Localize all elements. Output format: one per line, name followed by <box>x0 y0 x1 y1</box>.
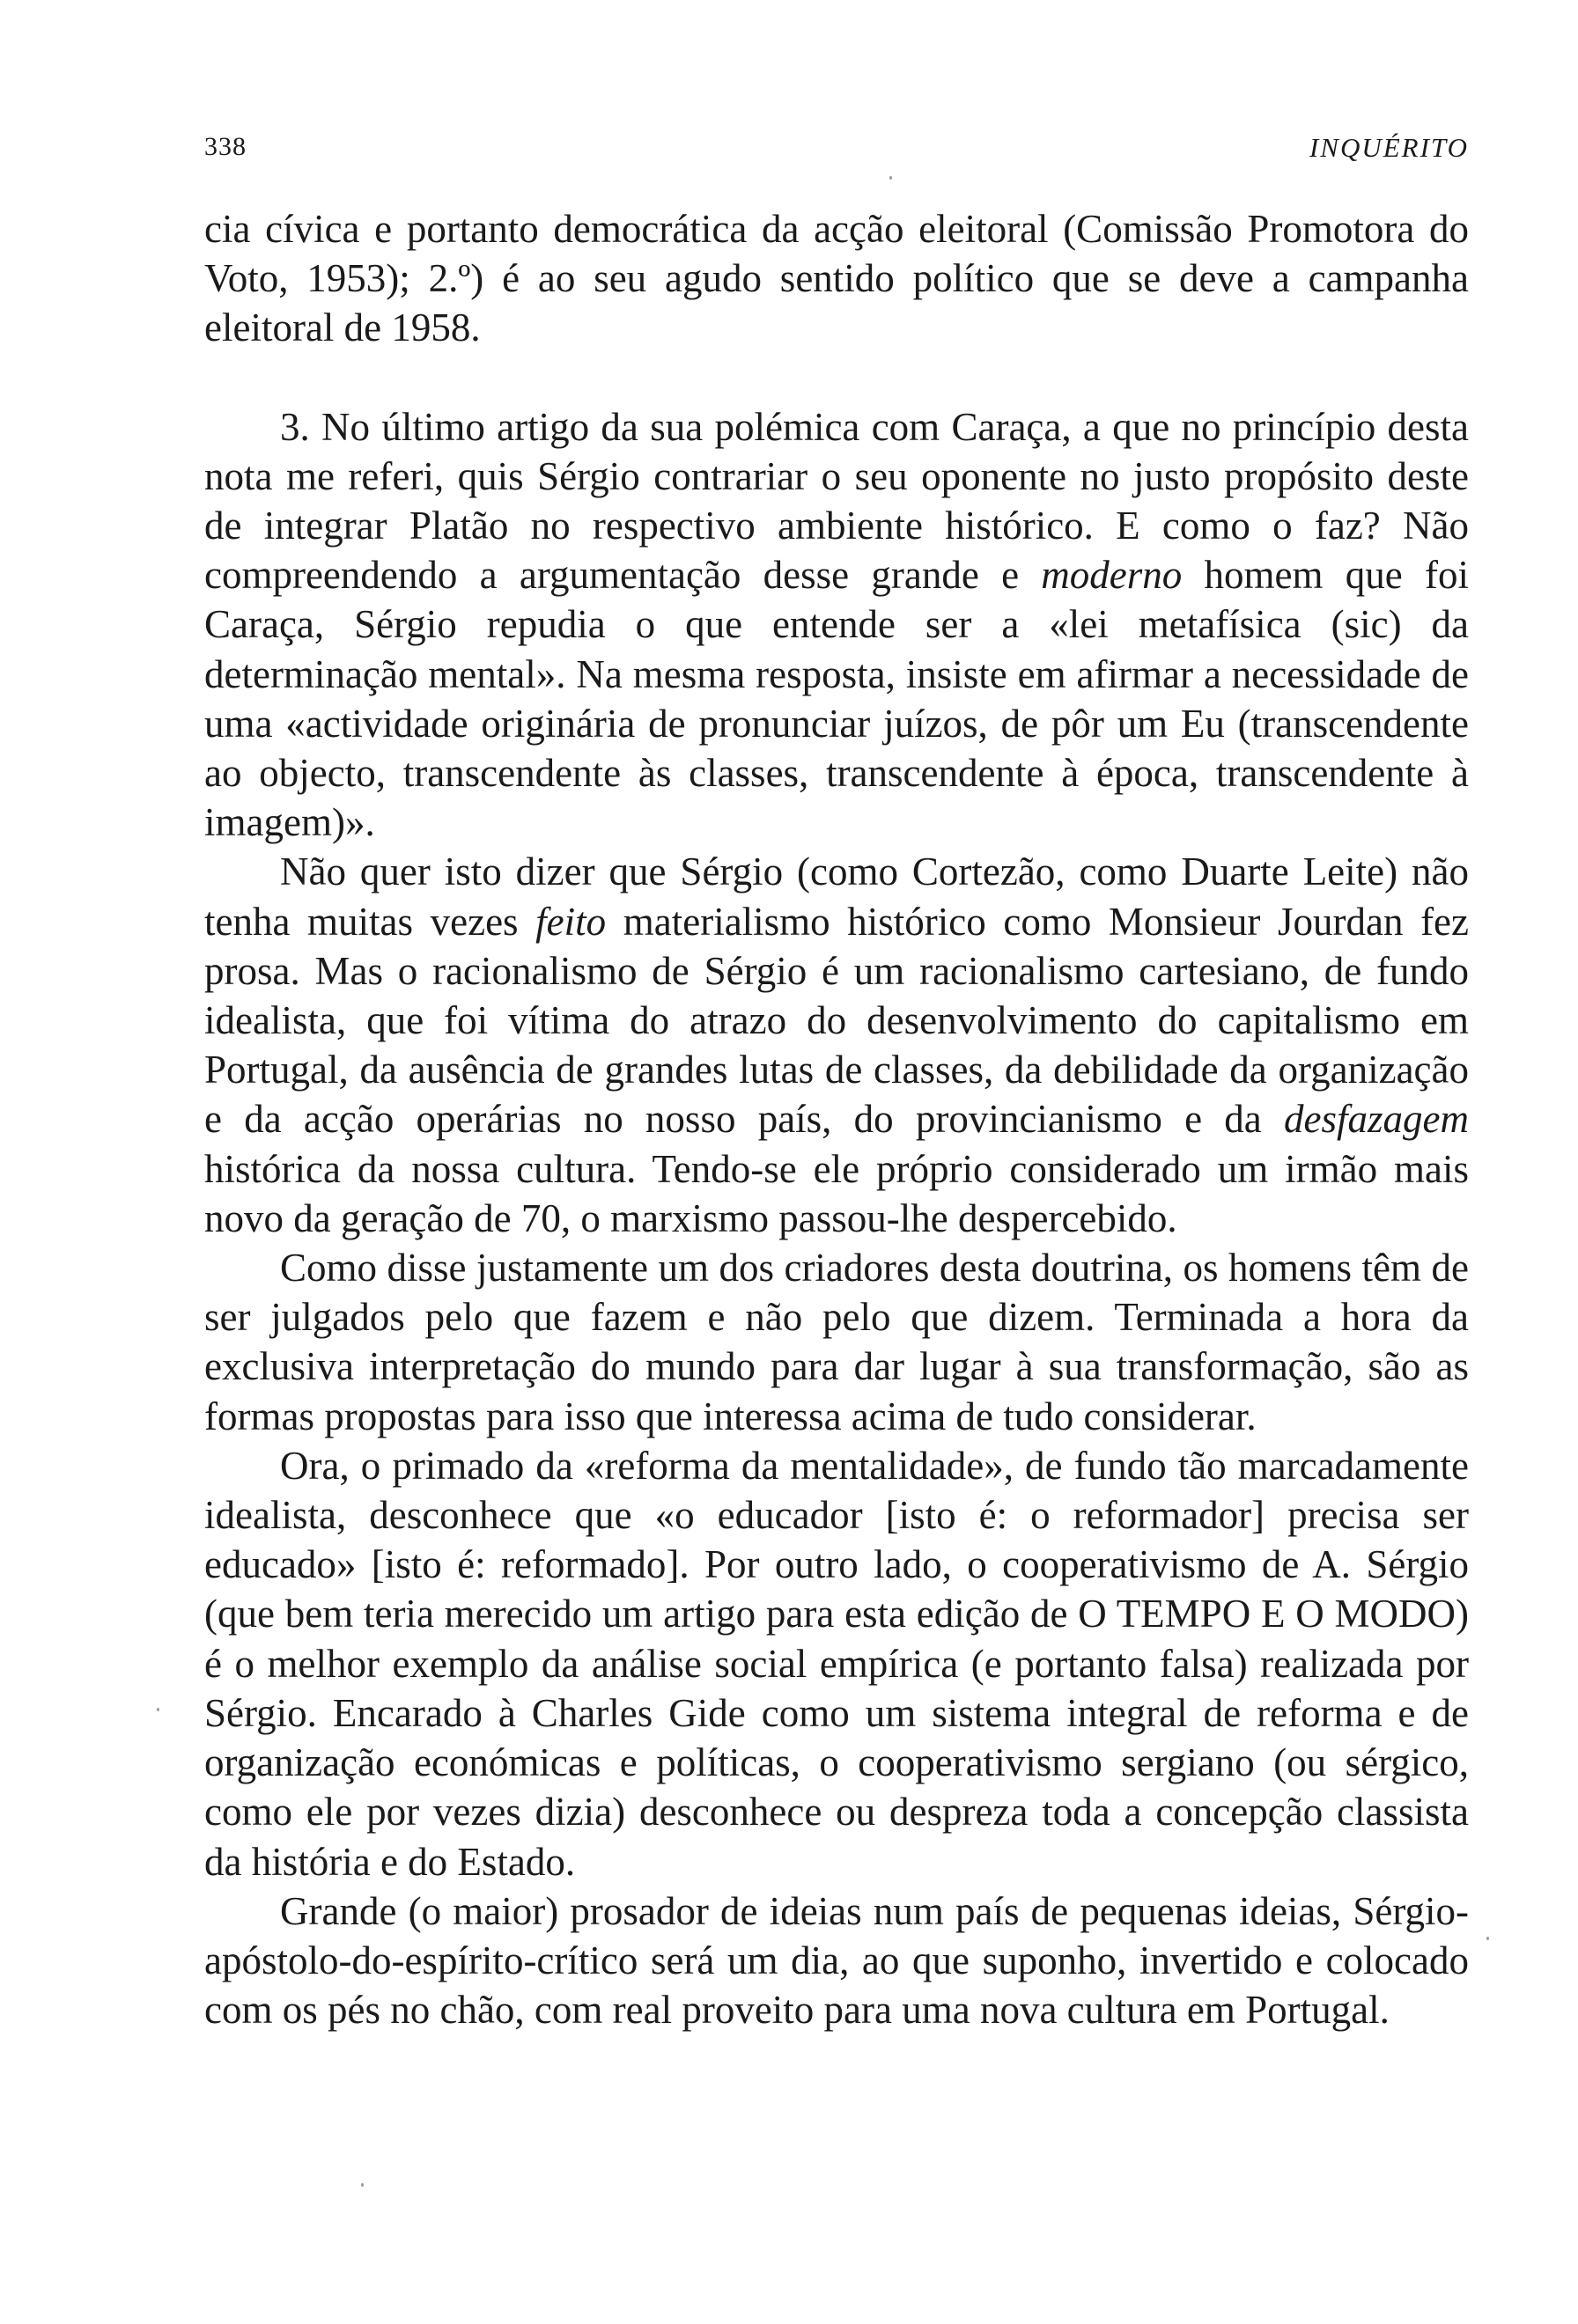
paragraph-1-run-1: cia cívica e portanto democrática da acção eleitoral (Comissão Promotora do Voto, 1953); 2.º) é ao seu agudo sentido político que se deve a campanha eleitoral de 1958. <box>204 207 1469 350</box>
paragraph-2-run-2: homem que foi Caraça, Sérgio repudia o que entende ser a «lei metafísica (sic) da determinação mental». Na mesma resposta, insiste em afirmar a necessidade de uma «actividade originária de pronunciar juízos, de pôr um Eu (transcendente ao objecto, transcendente às classes, transcendente à época, transcendente à imagem)». <box>204 553 1469 845</box>
paragraph-4-run-1: Como disse justamente um dos criadores desta doutrina, os homens têm de ser julgados pelo que fazem e não pelo que dizem. Terminada a hora da exclusiva interpretação do mundo para dar lugar à sua transformação, são as formas propostas para isso que interessa acima de tudo considerar. <box>204 1246 1469 1438</box>
paragraph-2-run-1: 3. No último artigo da sua polémica com Caraça, a que no princípio desta nota me referi, quis Sérgio contrariar o seu oponente no justo propósito deste de integrar Platão no respectivo ambiente histórico. E como o faz? Não compreendendo a argumentação desse grande e <box>204 404 1469 598</box>
section-title: INQUÉRITO <box>1309 132 1469 163</box>
paragraph-6 <box>204 1886 1469 2035</box>
running-head <box>204 132 1469 167</box>
paragraph-3 <box>204 847 1469 1243</box>
paragraph-5 <box>204 1441 1469 1886</box>
scan-speck <box>1486 1937 1489 1940</box>
page-number: 338 <box>204 132 247 161</box>
scan-speck <box>361 2183 364 2187</box>
paragraph-1 <box>204 204 1469 353</box>
scan-speck <box>889 176 892 180</box>
paragraph-3-emphasis-1: feito <box>535 899 607 944</box>
paragraph-3-run-3: histórica da nossa cultura. Tendo-se ele próprio considerado um irmão mais novo da geração de 70, o marxismo passou-lhe despercebido. <box>204 1146 1469 1240</box>
paragraph-3-run-2: materialismo histórico como Monsieur Jourdan fez prosa. Mas o racionalismo de Sérgio é um racionalismo cartesiano, de fundo idealista, que foi vítima do atrazo do desenvolvimento do capitalismo em Portugal, da ausência de grandes lutas de classes, da debilidade da organização e da acção operárias no nosso país, do provincianismo e da <box>204 899 1470 1142</box>
paragraph-2 <box>204 402 1469 848</box>
paragraph-3-emphasis-2: desfazagem <box>1284 1097 1469 1142</box>
body-text <box>204 204 1469 2034</box>
paragraph-3-run-1: Não quer isto dizer que Sérgio (como Cortezão, como Duarte Leite) não tenha muitas vezes <box>204 849 1469 944</box>
paragraph-4 <box>204 1243 1469 1441</box>
scan-speck <box>157 1708 159 1711</box>
paragraph-2-emphasis: moderno <box>1041 553 1183 598</box>
paragraph-6-run-1: Grande (o maior) prosador de ideias num país de pequenas ideias, Sérgio-apóstolo-do-espírito-crítico será um dia, ao que suponho, invertido e colocado com os pés no chão, com real proveito para uma nova cultura em Portugal. <box>204 1888 1469 2033</box>
paragraph-5-run-1: Ora, o primado da «reforma da mentalidade», de fundo tão marcadamente idealista, desconhece que «o educador [isto é: o reformador] precisa ser educado» [isto é: reformado]. Por outro lado, o cooperativismo de A. Sérgio (que bem teria merecido um artigo para esta edição de O TEMPO E O MODO) é o melhor exemplo da análise social empírica (e portanto falsa) realizada por Sérgio. Encarado à Charles Gide como um sistema integral de reforma e de organização económicas e políticas, o cooperativismo sergiano (ou sérgico, como ele por vezes dizia) desconhece ou despreza toda a concepção classista da história e do Estado. <box>204 1443 1469 1884</box>
